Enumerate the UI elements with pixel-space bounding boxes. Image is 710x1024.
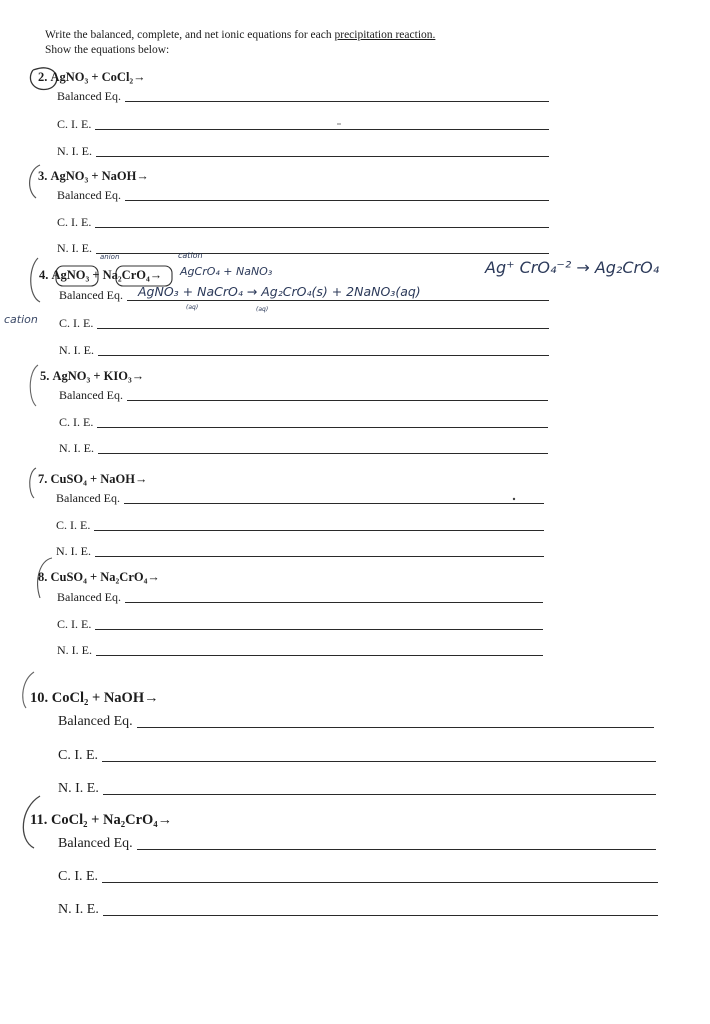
balanced-eq-label: Balanced Eq. xyxy=(58,714,133,729)
reaction-equation: CuSO₄ + Na₂CrO₄→ xyxy=(50,570,160,584)
cie-field[interactable] xyxy=(57,215,549,230)
nie-label: N. I. E. xyxy=(59,343,94,357)
problem-5 xyxy=(40,369,144,384)
reaction-equation: AgNO₃ + KIO₃→ xyxy=(52,369,145,383)
balanced-eq-label: Balanced Eq. xyxy=(57,188,121,202)
answer-line[interactable] xyxy=(102,882,658,883)
nie-field[interactable] xyxy=(59,343,549,358)
answer-line[interactable] xyxy=(103,794,656,795)
answer-line[interactable] xyxy=(102,761,656,762)
reaction-equation: CuSO₄ + NaOH→ xyxy=(50,472,148,486)
balanced-eq-label: Balanced Eq. xyxy=(57,590,121,604)
cie-field[interactable] xyxy=(58,869,658,885)
problem-11 xyxy=(30,812,172,829)
problem-number: 4. xyxy=(39,268,49,282)
answer-line[interactable] xyxy=(96,655,543,656)
problem-number: 8. xyxy=(38,570,48,584)
nie-label: N. I. E. xyxy=(57,643,92,657)
reaction-equation: AgNO₃ + Na₂CrO₄→ xyxy=(51,268,163,282)
precipitation-reaction-link[interactable]: precipitation reaction. xyxy=(334,29,436,41)
handwritten-side-note: Ag⁺ CrO₄⁻² → Ag₂CrO₄ xyxy=(485,258,660,277)
answer-line[interactable] xyxy=(95,129,549,130)
answer-line[interactable] xyxy=(96,156,549,157)
balanced-eq-label: Balanced Eq. xyxy=(59,388,123,402)
instructions-text: Write the balanced, complete, and net ionic equations for each xyxy=(45,29,335,41)
balanced-eq-field[interactable] xyxy=(57,188,549,203)
cie-field[interactable] xyxy=(59,415,548,430)
problem-number: 10. xyxy=(30,690,49,706)
cie-field[interactable] xyxy=(57,617,543,632)
answer-line[interactable] xyxy=(125,602,543,603)
nie-field[interactable] xyxy=(56,544,544,559)
reaction-equation: AgNO₃ + CoCl₂→ xyxy=(50,70,146,84)
nie-label: N. I. E. xyxy=(58,902,99,917)
handwritten-aq-note-2: (aq) xyxy=(256,306,269,313)
cie-label: C. I. E. xyxy=(57,617,92,631)
cie-label: C. I. E. xyxy=(57,117,92,131)
handwritten-aq-note: (aq) xyxy=(186,304,199,311)
cie-label: C. I. E. xyxy=(56,518,91,532)
problem-7 xyxy=(38,472,148,487)
reaction-equation: CoCl₂ + NaOH→ xyxy=(51,690,159,706)
handwritten-anion-label: anion xyxy=(100,253,120,261)
cie-label: C. I. E. xyxy=(57,215,92,229)
handwritten-products-guess: AgCrO₄ + NaNO₃ xyxy=(180,265,273,278)
problem-number: 5. xyxy=(40,369,50,383)
problem-2 xyxy=(38,70,146,85)
nie-field[interactable] xyxy=(58,902,658,918)
answer-line[interactable] xyxy=(97,427,548,428)
reaction-equation: CoCl₂ + Na₂CrO₄→ xyxy=(50,812,173,828)
balanced-eq-label: Balanced Eq. xyxy=(57,89,121,103)
answer-line[interactable] xyxy=(95,227,549,228)
balanced-eq-field[interactable] xyxy=(59,388,548,403)
cie-field[interactable] xyxy=(57,117,549,132)
reaction-equation: AgNO₃ + NaOH→ xyxy=(50,169,149,183)
handwritten-cation-label: cation xyxy=(178,251,203,260)
balanced-eq-label: Balanced Eq. xyxy=(58,836,133,851)
problem-number: 2. xyxy=(38,70,48,84)
balanced-eq-field[interactable] xyxy=(58,714,654,730)
balanced-eq-field[interactable] xyxy=(58,836,656,852)
answer-line[interactable] xyxy=(98,355,549,356)
answer-line[interactable] xyxy=(103,915,658,916)
answer-line[interactable] xyxy=(98,453,548,454)
cie-field[interactable] xyxy=(58,748,656,764)
balanced-eq-field[interactable] xyxy=(57,590,543,605)
nie-label: N. I. E. xyxy=(57,144,92,158)
nie-field[interactable] xyxy=(57,241,549,256)
problem-8 xyxy=(38,570,160,585)
nie-label: N. I. E. xyxy=(57,241,92,255)
problem-number: 7. xyxy=(38,472,48,486)
answer-line[interactable] xyxy=(96,253,549,254)
problem-3 xyxy=(38,169,149,184)
answer-line[interactable] xyxy=(137,727,654,728)
nie-field[interactable] xyxy=(57,643,543,658)
nie-field[interactable] xyxy=(58,781,656,797)
instructions-line-1 xyxy=(45,28,435,43)
cie-label: C. I. E. xyxy=(58,748,99,763)
answer-line[interactable] xyxy=(94,530,544,531)
balanced-eq-field[interactable] xyxy=(57,89,549,104)
balanced-eq-label: Balanced Eq. xyxy=(59,288,123,302)
nie-field[interactable] xyxy=(57,144,549,159)
answer-line[interactable] xyxy=(125,200,549,201)
nie-label: N. I. E. xyxy=(58,781,99,796)
cie-field[interactable] xyxy=(59,316,549,331)
answer-line[interactable] xyxy=(95,556,544,557)
answer-line[interactable] xyxy=(127,300,549,301)
nie-field[interactable] xyxy=(59,441,548,456)
nie-label: N. I. E. xyxy=(59,441,94,455)
instructions-line-2: Show the equations below: xyxy=(45,44,170,56)
cie-label: C. I. E. xyxy=(58,869,99,884)
cie-label: C. I. E. xyxy=(59,415,94,429)
problem-4 xyxy=(39,268,162,283)
answer-line[interactable] xyxy=(97,328,549,329)
cie-field[interactable] xyxy=(56,518,544,533)
answer-line[interactable] xyxy=(124,503,544,504)
problem-number: 3. xyxy=(38,169,48,183)
nie-label: N. I. E. xyxy=(56,544,91,558)
cie-label: C. I. E. xyxy=(59,316,94,330)
instructions xyxy=(45,28,435,58)
answer-line[interactable] xyxy=(137,849,656,850)
answer-line[interactable] xyxy=(127,400,548,401)
answer-line[interactable] xyxy=(125,101,549,102)
problem-number: 11. xyxy=(30,812,48,828)
balanced-eq-label: Balanced Eq. xyxy=(56,491,120,505)
handwritten-balanced-answer: AgNO₃ + NaCrO₄ → Ag₂CrO₄(s) + 2NaNO₃(aq) xyxy=(138,284,421,299)
balanced-eq-field[interactable] xyxy=(56,491,544,506)
handwritten-cation-margin: cation xyxy=(4,313,38,326)
answer-line[interactable] xyxy=(95,629,543,630)
problem-10 xyxy=(30,690,159,707)
